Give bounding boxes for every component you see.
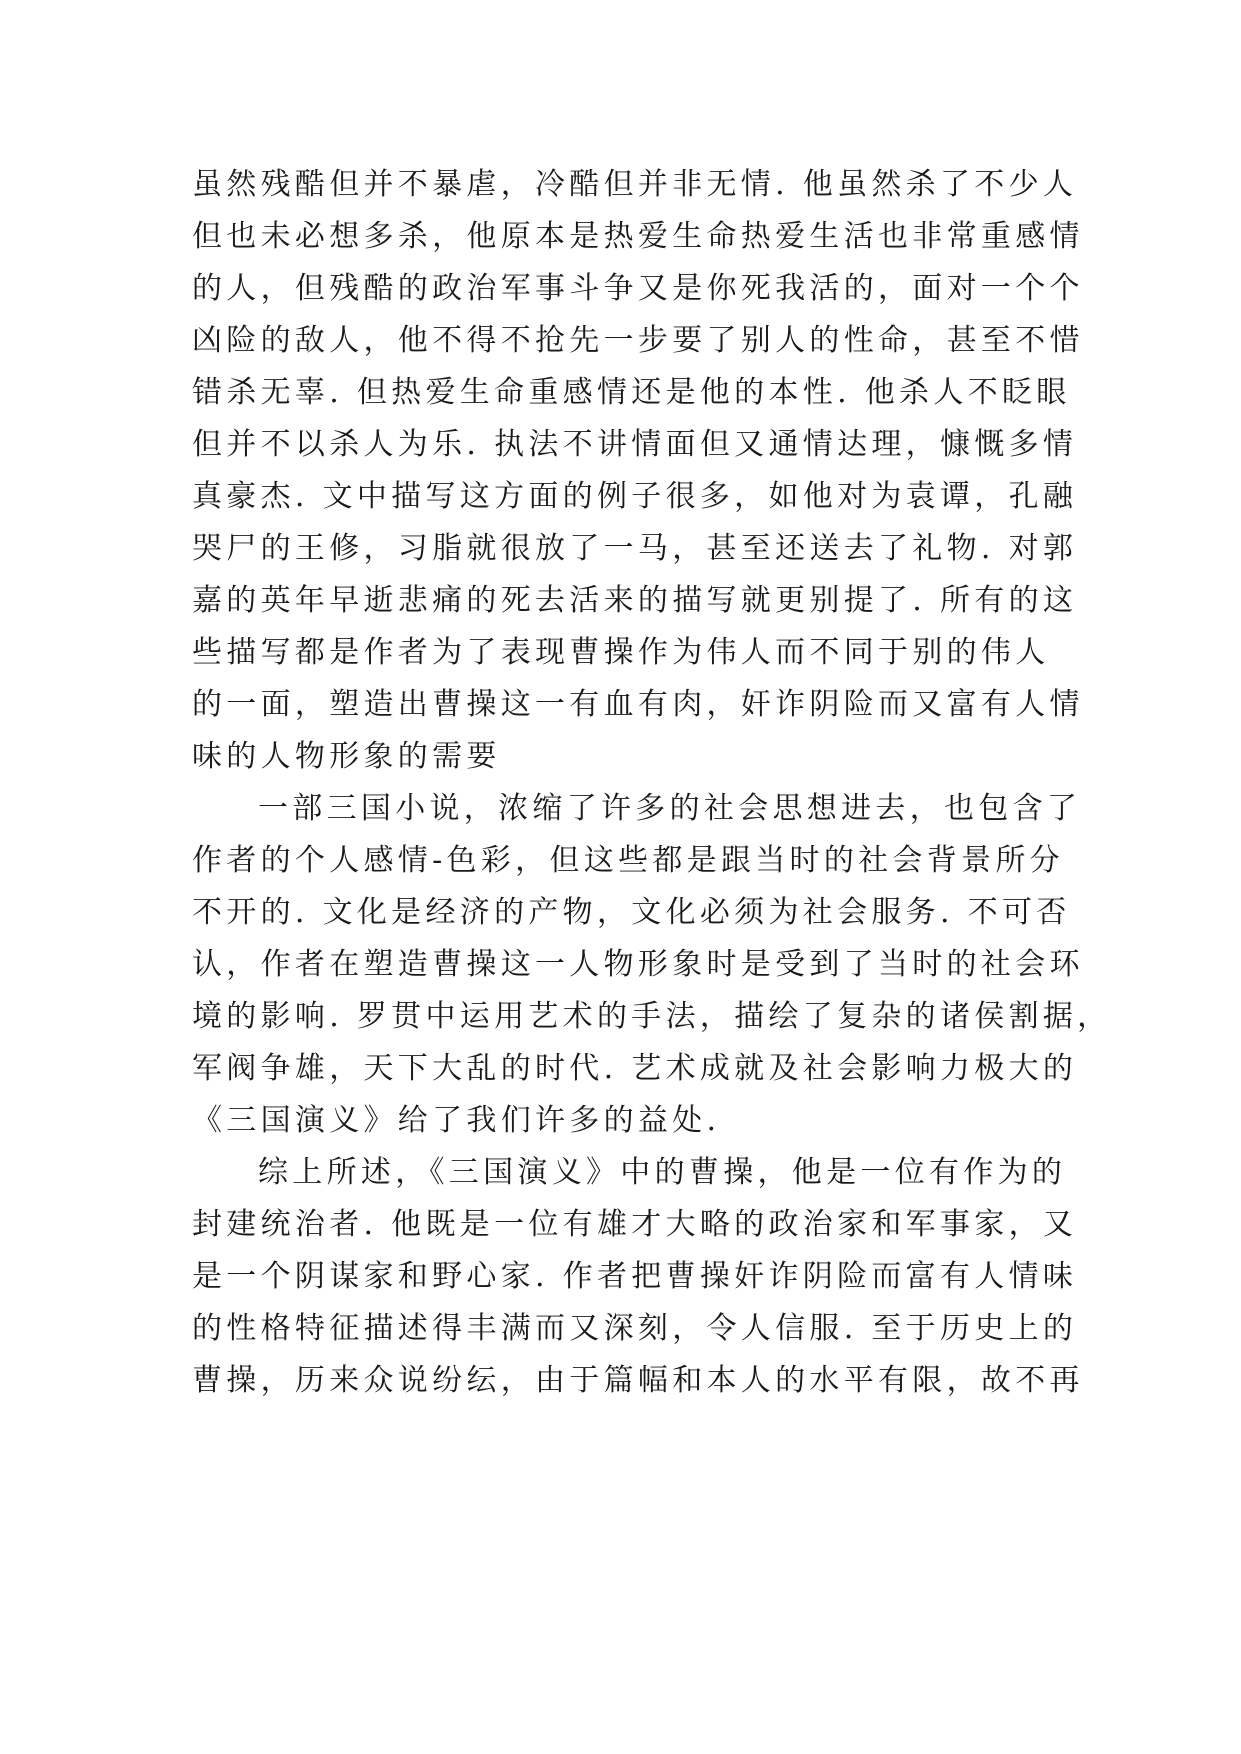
text-line: 不开的. 文化是经济的产物，文化必须为社会服务. 不可否 [192,895,1071,930]
text-line: 但并不以杀人为乐. 执法不讲情面但又通情达理，慷慨多情 [192,427,1078,462]
text-line: 军阀争雄，天下大乱的时代. 艺术成就及社会影响力极大的 [192,1051,1078,1086]
text-line: 作者的个人感情-色彩，但这些都是跟当时的社会背景所分 [192,843,1064,878]
text-line: 是一个阴谋家和野心家. 作者把曹操奸诈阴险而富有人情味 [192,1259,1078,1294]
body-text [192,159,1112,1407]
text-line: 《三国演义》给了我们许多的益处. [192,1103,721,1138]
text-line: 曹操，历来众说纷纭，由于篇幅和本人的水平有限，故不再 [192,1363,1084,1398]
text-line: 些描写都是作者为了表现曹操作为伟人而不同于别的伟人 [192,635,1050,670]
text-line: 认，作者在塑造曹操这一人物形象时是受到了当时的社会环 [192,947,1084,982]
text-line: 境的影响. 罗贯中运用艺术的手法，描绘了复杂的诸侯割据， [192,999,1112,1034]
text-line: 封建统治者. 他既是一位有雄才大略的政治家和军事家，又 [192,1207,1078,1242]
text-line: 凶险的敌人，他不得不抢先一步要了别人的性命，甚至不惜 [192,323,1084,358]
text-line: 哭尸的王修，习脂就很放了一马，甚至还送去了礼物. 对郭 [192,531,1078,566]
text-line: 综上所述，《三国演义》中的曹操，他是一位有作为的 [258,1155,1067,1190]
text-line: 嘉的英年早逝悲痛的死去活来的描写就更别提了. 所有的这 [192,583,1078,618]
text-line: 味的人物形象的需要 [192,739,501,774]
text-line: 的一面，塑造出曹操这一有血有肉，奸诈阴险而又富有人情 [192,687,1084,722]
text-line: 错杀无辜. 但热爱生命重感情还是他的本性. 他杀人不眨眼 [192,375,1071,410]
text-line: 真豪杰. 文中描写这方面的例子很多，如他对为袁谭，孔融 [192,479,1078,514]
text-line: 虽然残酷但并不暴虐，冷酷但并非无情. 他虽然杀了不少人 [192,167,1078,202]
text-line: 一部三国小说，浓缩了许多的社会思想进去，也包含了 [258,791,1082,826]
text-line: 但也未必想多杀，他原本是热爱生命热爱生活也非常重感情 [192,219,1084,254]
text-line: 的人，但残酷的政治军事斗争又是你死我活的，面对一个个 [192,271,1084,306]
text-line: 的性格特征描述得丰满而又深刻，令人信服. 至于历史上的 [192,1311,1078,1346]
